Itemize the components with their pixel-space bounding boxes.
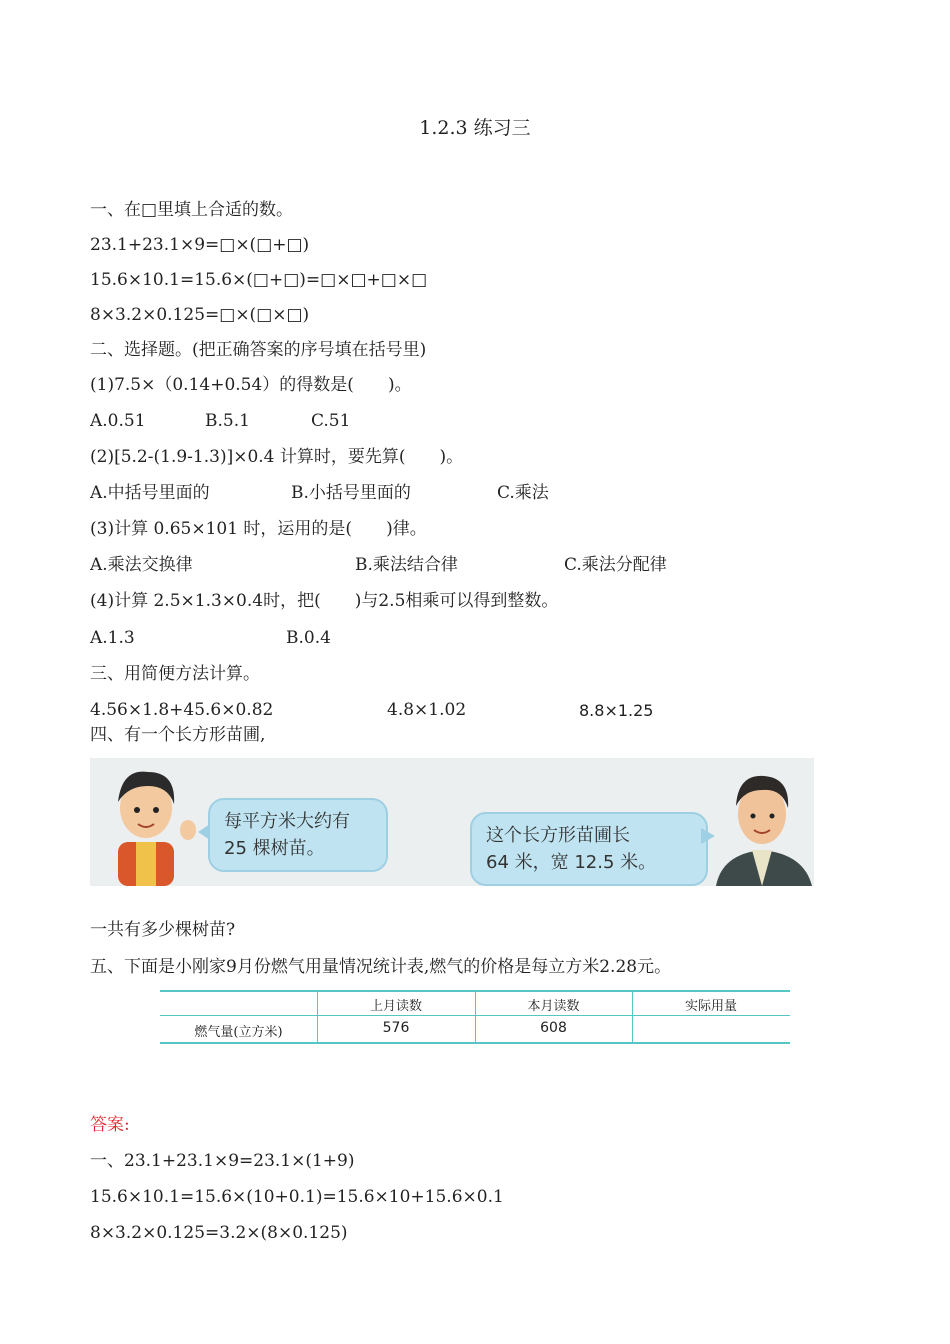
q1-option-c: C.51 [311, 411, 351, 431]
q3-option-b: B.乘法结合律 [355, 555, 458, 575]
section1-heading: 一、在□里填上合适的数。 [90, 200, 294, 220]
table-cell-this-month: 608 [540, 1020, 567, 1036]
bubble-right-line-2: 64 米，宽 12.5 米。 [486, 852, 657, 873]
speech-bubble-right [470, 812, 708, 886]
section1-line-3: 8×3.2×0.125=□×(□×□) [90, 305, 310, 325]
section4-heading: 四、有一个长方形苗圃, [90, 725, 266, 745]
q2-option-c: C.乘法 [497, 483, 549, 503]
bubble-left-line-1: 每平方米大约有 [224, 811, 350, 832]
q2-option-a: A.中括号里面的 [90, 483, 210, 503]
answer-line-3: 8×3.2×0.125=3.2×(8×0.125) [90, 1223, 348, 1243]
section5-heading: 五、下面是小刚家9月份燃气用量情况统计表,燃气的价格是每立方米2.28元。 [90, 957, 672, 977]
question-4: (4)计算 2.5×1.3×0.4时，把( )与2.5相乘可以得到整数。 [90, 591, 559, 611]
question-1: (1)7.5×（0.14+0.54）的得数是( )。 [90, 375, 412, 395]
table-header-cell: 本月读数 [527, 999, 580, 1014]
q4-option-b: B.0.4 [286, 628, 331, 648]
q3-option-a: A.乘法交换律 [90, 555, 193, 575]
calc-item-1: 4.56×1.8+45.6×0.82 [90, 700, 274, 720]
table-cell-last-month: 576 [382, 1020, 410, 1036]
boy-character-icon [100, 758, 200, 886]
section4-question: 一共有多少棵树苗? [90, 920, 236, 940]
teacher-character-icon [712, 758, 814, 886]
answers-heading: 答案: [90, 1115, 130, 1135]
q4-option-a: A.1.3 [90, 628, 135, 648]
bubble-right-line-1: 这个长方形苗圃长 [486, 825, 630, 846]
page-title: 1.2.3 练习三 [419, 117, 531, 139]
section3-heading: 三、用简便方法计算。 [90, 664, 260, 684]
section1-line-1: 23.1+23.1×9=□×(□+□) [90, 235, 310, 255]
section2-heading: 二、选择题。(把正确答案的序号填在括号里) [90, 340, 427, 360]
table-header-cell: 实际用量 [684, 999, 737, 1014]
q3-option-c: C.乘法分配律 [564, 555, 667, 575]
q1-option-b: B.5.1 [205, 411, 250, 431]
gas-usage-table [160, 990, 790, 1044]
bubble-left-line-2: 25 棵树苗。 [224, 838, 325, 859]
table-row-label: 燃气量(立方米) [194, 1025, 283, 1040]
q2-option-b: B.小括号里面的 [291, 483, 411, 503]
question-3: (3)计算 0.65×101 时，运用的是( )律。 [90, 519, 427, 539]
answer-line-2: 15.6×10.1=15.6×(10+0.1)=15.6×10+15.6×0.1 [90, 1187, 504, 1207]
table-header-cell: 上月读数 [369, 999, 422, 1014]
speech-bubble-left [208, 798, 388, 872]
calc-item-2: 4.8×1.02 [387, 700, 467, 720]
calc-item-3: 8.8×1.25 [579, 701, 654, 720]
section1-line-2: 15.6×10.1=15.6×(□+□)=□×□+□×□ [90, 270, 428, 290]
question-2: (2)[5.2-(1.9-1.3)]×0.4 计算时，要先算( )。 [90, 447, 464, 467]
illustration [90, 758, 814, 886]
answer-line-1: 一、23.1+23.1×9=23.1×(1+9) [90, 1151, 355, 1171]
q1-option-a: A.0.51 [90, 411, 146, 431]
